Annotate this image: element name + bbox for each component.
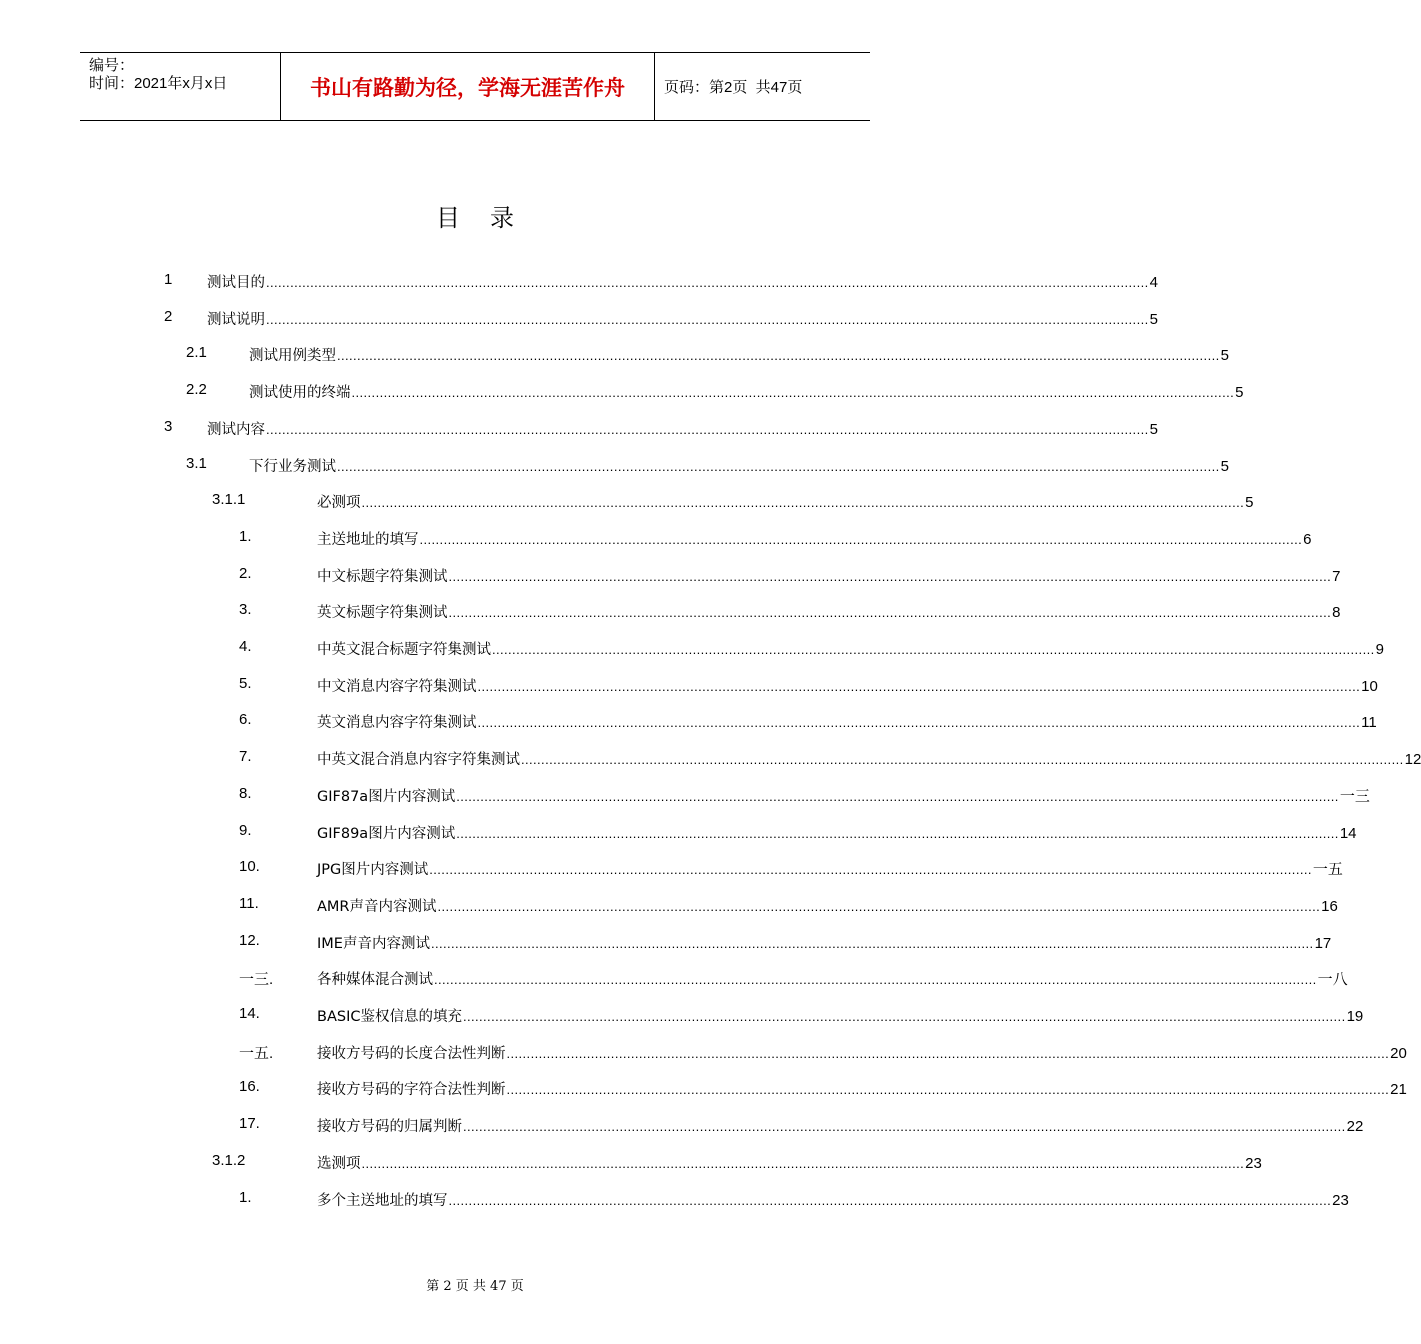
toc-leader-dots: ............................................................................................................................................................................................................................ bbox=[448, 1192, 1332, 1208]
toc-entry-label: 中英文混合标题字符集测试 bbox=[317, 642, 491, 658]
toc-leader-dots: ............................................................................................................................................................................................................................ bbox=[266, 311, 1149, 327]
toc-entry-number: 5. bbox=[239, 674, 252, 692]
toc-entry-number: 3. bbox=[239, 601, 252, 619]
toc-entry-line bbox=[317, 1115, 1364, 1136]
toc-entry-page: 一五 bbox=[1312, 861, 1343, 879]
toc-entry[interactable] bbox=[0, 666, 1378, 702]
toc-entry-page: 20 bbox=[1390, 1044, 1407, 1062]
toc-entry-label: 中英文混合消息内容字符集测试 bbox=[317, 752, 520, 769]
toc-entry-label: 各种媒体混合测试 bbox=[317, 972, 433, 989]
toc-entry-label: BASIC鉴权信息的填充 bbox=[317, 1009, 462, 1025]
toc-entry-line bbox=[317, 1005, 1364, 1026]
toc-entry-number: 2 bbox=[164, 307, 173, 325]
toc-entry-page: 5 bbox=[1220, 457, 1229, 475]
toc-entry[interactable] bbox=[0, 592, 1341, 628]
toc-entry-number: 3.1.2 bbox=[212, 1151, 246, 1169]
toc-entry[interactable] bbox=[0, 739, 1421, 775]
toc-entry-line bbox=[317, 528, 1312, 549]
toc-entry-line bbox=[317, 601, 1341, 622]
toc-entry[interactable] bbox=[0, 1143, 1262, 1179]
toc-entry[interactable] bbox=[0, 409, 1158, 445]
toc-leader-dots: ............................................................................................................................................................................................................................ bbox=[351, 385, 1235, 401]
toc-entry-page: 5 bbox=[1220, 347, 1229, 365]
toc-entry-line bbox=[317, 785, 1370, 806]
toc-entry-number: 2.1 bbox=[186, 344, 207, 362]
toc-entry-label: 多个主送地址的填写 bbox=[317, 1192, 448, 1209]
toc-leader-dots: ............................................................................................................................................................................................................................ bbox=[492, 642, 1375, 657]
toc-leader-dots: ............................................................................................................................................................................................................................ bbox=[521, 752, 1404, 768]
toc-entry-number: 12. bbox=[239, 931, 260, 949]
toc-entry[interactable] bbox=[0, 996, 1364, 1032]
toc-leader-dots: ............................................................................................................................................................................................................................ bbox=[462, 1009, 1346, 1024]
toc-entry-number: 4. bbox=[239, 638, 252, 655]
toc-entry-page: 12 bbox=[1404, 751, 1421, 769]
toc-entry-number: 一三. bbox=[239, 971, 274, 989]
toc-entry-label: 主送地址的填写 bbox=[317, 531, 419, 548]
toc-leader-dots: ............................................................................................................................................................................................................................ bbox=[456, 825, 1339, 841]
toc-leader-dots: ............................................................................................................................................................................................................................ bbox=[430, 935, 1314, 951]
toc-entry-line bbox=[317, 711, 1377, 732]
toc-entry[interactable] bbox=[0, 556, 1341, 592]
toc-entry-number: 11. bbox=[239, 894, 259, 912]
toc-entry-line bbox=[207, 271, 1158, 292]
toc-entry-page: 23 bbox=[1332, 1191, 1349, 1209]
toc-entry-label: 中文消息内容字符集测试 bbox=[317, 678, 477, 695]
toc-entry[interactable] bbox=[0, 1069, 1407, 1105]
toc-entry[interactable] bbox=[0, 299, 1158, 335]
toc-entry-number: 1. bbox=[239, 1188, 252, 1206]
toc-leader-dots: ............................................................................................................................................................................................................................ bbox=[429, 862, 1312, 878]
toc-entry-page: 16 bbox=[1321, 897, 1338, 915]
toc-entry-page: 8 bbox=[1332, 604, 1341, 622]
page-title: 目录 bbox=[436, 204, 544, 232]
toc-entry[interactable] bbox=[0, 519, 1312, 555]
toc-entry-label: IME声音内容测试 bbox=[317, 935, 430, 952]
toc-entry[interactable] bbox=[0, 849, 1343, 885]
toc-entry-label: 测试使用的终端 bbox=[249, 385, 351, 402]
toc-entry-page: 6 bbox=[1303, 530, 1312, 548]
toc-entry-line bbox=[317, 1189, 1349, 1210]
toc-entry-line bbox=[317, 1042, 1407, 1063]
toc-entry-label: 测试内容 bbox=[207, 421, 265, 438]
toc-entry-number: 3.1 bbox=[186, 454, 207, 472]
toc-entry[interactable] bbox=[0, 959, 1348, 995]
toc-entry-page: 4 bbox=[1149, 274, 1158, 291]
toc-entry-page: 5 bbox=[1149, 420, 1158, 438]
toc-entry-line bbox=[207, 418, 1158, 439]
toc-entry-line bbox=[317, 822, 1357, 843]
toc-entry-number: 一五. bbox=[239, 1044, 274, 1062]
toc-entry-label: AMR声音内容测试 bbox=[317, 898, 437, 915]
toc-entry-line bbox=[317, 895, 1338, 916]
toc-entry-page: 一八 bbox=[1317, 971, 1348, 989]
toc-entry-label: 接收方号码的归属判断 bbox=[317, 1119, 462, 1136]
toc-entry-page: 一三 bbox=[1339, 787, 1370, 805]
toc-entry[interactable] bbox=[0, 629, 1384, 665]
serial-label: 编号： bbox=[89, 57, 135, 74]
toc-entry-label: GIF89a图片内容测试 bbox=[317, 825, 456, 842]
header-page-info: 页码：第2页 共47页 bbox=[664, 79, 803, 96]
toc-entry-page: 21 bbox=[1390, 1081, 1407, 1099]
toc-entry-line bbox=[317, 565, 1341, 586]
toc-entry-label: 下行业务测试 bbox=[249, 458, 336, 475]
toc-entry-page: 22 bbox=[1346, 1118, 1364, 1136]
toc-leader-dots: ............................................................................................................................................................................................................................ bbox=[448, 605, 1332, 621]
toc-entry-label: 选测项 bbox=[317, 1155, 361, 1172]
toc-leader-dots: ............................................................................................................................................................................................................................ bbox=[477, 715, 1361, 731]
toc-entry-line bbox=[249, 455, 1229, 476]
toc-entry-page: 5 bbox=[1149, 310, 1158, 328]
toc-leader-dots: ............................................................................................................................................................................................................................ bbox=[506, 1045, 1390, 1061]
toc-entry-number: 9. bbox=[239, 821, 252, 839]
toc-leader-dots: ............................................................................................................................................................................................................................ bbox=[437, 898, 1321, 914]
toc-entry-label: GIF87a图片内容测试 bbox=[317, 788, 456, 805]
toc-entry-line bbox=[317, 491, 1254, 512]
toc-entry[interactable] bbox=[0, 1106, 1364, 1142]
page-footer bbox=[0, 1275, 950, 1294]
toc-entry-number: 1 bbox=[164, 271, 173, 288]
toc-leader-dots: ............................................................................................................................................................................................................................ bbox=[477, 678, 1361, 694]
toc-entry-number: 8. bbox=[239, 784, 252, 802]
toc-entry-page: 14 bbox=[1339, 824, 1357, 842]
toc-entry-line bbox=[317, 1152, 1262, 1173]
toc-leader-dots: ............................................................................................................................................................................................................................ bbox=[266, 275, 1149, 290]
toc-leader-dots: ............................................................................................................................................................................................................................ bbox=[419, 531, 1303, 547]
header-motto: 书山有路勤为径，学海无涯苦作舟 bbox=[281, 53, 655, 120]
toc-entry-number: 16. bbox=[239, 1078, 260, 1096]
toc-entry-label: 接收方号码的字符合法性判断 bbox=[317, 1082, 506, 1099]
toc-entry-number: 3 bbox=[164, 417, 173, 435]
toc-entry-page: 5 bbox=[1235, 384, 1244, 402]
toc-leader-dots: ............................................................................................................................................................................................................................ bbox=[506, 1082, 1390, 1098]
toc-leader-dots: ............................................................................................................................................................................................................................ bbox=[456, 788, 1339, 804]
toc-entry-label: 英文消息内容字符集测试 bbox=[317, 715, 477, 732]
toc-entry[interactable] bbox=[0, 482, 1254, 518]
toc-entry-line bbox=[317, 932, 1332, 953]
toc-entry-page: 9 bbox=[1375, 641, 1384, 658]
toc-entry[interactable] bbox=[0, 262, 1158, 298]
toc-entry[interactable] bbox=[0, 335, 1229, 371]
toc-leader-dots: ............................................................................................................................................................................................................................ bbox=[448, 568, 1332, 584]
toc-leader-dots: ............................................................................................................................................................................................................................ bbox=[463, 1119, 1346, 1135]
toc-leader-dots: ............................................................................................................................................................................................................................ bbox=[266, 421, 1149, 437]
toc-entry-page: 11 bbox=[1361, 714, 1377, 732]
toc-entry[interactable] bbox=[0, 776, 1370, 812]
footer-page-number: 第 2 页 共 47 页 bbox=[426, 1279, 524, 1294]
toc-entry-number: 2.2 bbox=[186, 381, 207, 399]
toc-entry[interactable] bbox=[0, 446, 1229, 482]
toc-entry[interactable] bbox=[0, 1033, 1407, 1069]
toc-entry[interactable] bbox=[0, 372, 1244, 408]
toc-leader-dots: ............................................................................................................................................................................................................................ bbox=[361, 1155, 1245, 1171]
toc-entry[interactable] bbox=[0, 923, 1332, 959]
page-header bbox=[80, 52, 870, 121]
header-meta-cell bbox=[80, 53, 281, 120]
toc-entry-page: 7 bbox=[1332, 567, 1341, 585]
toc-entry[interactable] bbox=[0, 886, 1338, 922]
toc-leader-dots: ............................................................................................................................................................................................................................ bbox=[434, 972, 1317, 988]
toc-leader-dots: ............................................................................................................................................................................................................................ bbox=[337, 348, 1220, 364]
toc-entry-label: 英文标题字符集测试 bbox=[317, 605, 448, 622]
toc-entry-label: JPG图片内容测试 bbox=[317, 862, 429, 879]
toc-leader-dots: ............................................................................................................................................................................................................................ bbox=[337, 458, 1220, 474]
toc-entry-page: 17 bbox=[1314, 934, 1332, 952]
toc-entry-label: 测试目的 bbox=[207, 275, 265, 291]
toc-entry-label: 中文标题字符集测试 bbox=[317, 568, 448, 585]
toc-entry-line bbox=[249, 344, 1229, 365]
toc-entry-line bbox=[207, 308, 1158, 329]
toc-entry-page: 23 bbox=[1245, 1154, 1262, 1172]
toc-entry-page: 5 bbox=[1245, 494, 1254, 512]
toc-entry-number: 10. bbox=[239, 858, 260, 876]
toc-entry-number: 6. bbox=[239, 711, 252, 729]
toc-entry-number: 17. bbox=[239, 1115, 260, 1133]
toc-entry-line bbox=[317, 968, 1348, 989]
toc-entry-line bbox=[317, 638, 1384, 659]
toc-entry-line bbox=[317, 675, 1378, 696]
toc-entry-number: 2. bbox=[239, 564, 252, 582]
toc-entry-page: 10 bbox=[1361, 677, 1378, 695]
toc-entry-label: 必测项 bbox=[317, 495, 361, 512]
toc-entry-number: 1. bbox=[239, 527, 252, 545]
toc-entry-label: 测试说明 bbox=[207, 311, 265, 328]
toc-entry-line bbox=[317, 858, 1343, 879]
time-label: 时间：2021年x月x日 bbox=[89, 75, 228, 92]
toc-entry-number: 3.1.1 bbox=[212, 491, 246, 509]
toc-entry-label: 接收方号码的长度合法性判断 bbox=[317, 1045, 506, 1062]
toc-entry-number: 14. bbox=[239, 1005, 260, 1022]
toc-entry-line bbox=[317, 748, 1421, 769]
toc-entry-number: 7. bbox=[239, 748, 252, 766]
toc-entry-line bbox=[317, 1078, 1407, 1099]
toc-leader-dots: ............................................................................................................................................................................................................................ bbox=[361, 495, 1245, 511]
toc-entry[interactable] bbox=[0, 1180, 1349, 1216]
toc-entry[interactable] bbox=[0, 813, 1357, 849]
toc-entry-page: 19 bbox=[1346, 1008, 1364, 1025]
toc-entry-label: 测试用例类型 bbox=[249, 348, 336, 365]
toc-entry[interactable] bbox=[0, 702, 1377, 738]
toc-entry-line bbox=[249, 381, 1244, 402]
header-page-info-cell bbox=[655, 53, 870, 120]
